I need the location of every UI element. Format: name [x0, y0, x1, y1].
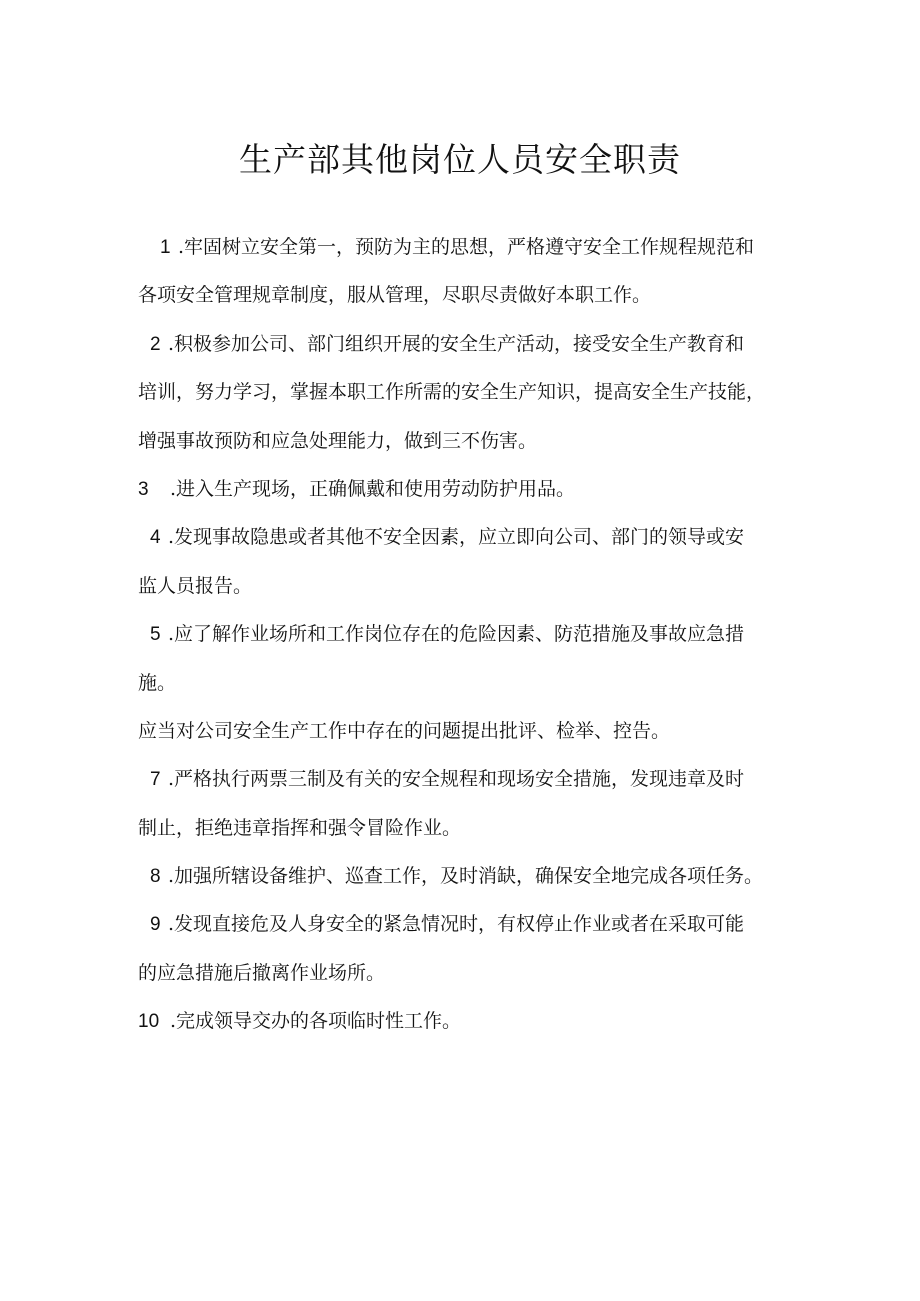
page-title: 生产部其他岗位人员安全职责 — [239, 140, 681, 179]
text-line — [138, 320, 798, 368]
text-line — [138, 755, 798, 803]
text-line — [138, 465, 798, 513]
text-line — [138, 513, 798, 561]
text-line — [138, 659, 798, 707]
text-line — [138, 223, 798, 271]
list-item — [138, 465, 798, 513]
item-text: .发现事故隐患或者其他不安全因素，应立即向公司、部门的领导或安 — [168, 526, 745, 549]
list-item — [138, 223, 798, 320]
item-text: 各项安全管理规章制度，服从管理，尽职尽责做好本职工作。 — [138, 284, 652, 307]
item-text: 制止，拒绝违章指挥和强令冒险作业。 — [138, 816, 462, 839]
item-text: 的应急措施后撤离作业场所。 — [138, 961, 386, 984]
text-line — [138, 562, 798, 610]
document-body — [138, 223, 798, 1046]
item-number: 1 — [160, 237, 171, 258]
text-line — [138, 900, 798, 948]
item-text: .应了解作业场所和工作岗位存在的危险因素、防范措施及事故应急措 — [168, 623, 745, 646]
text-line — [138, 610, 798, 658]
item-text: .牢固树立安全第一，预防为主的思想，严格遵守安全工作规程规范和 — [178, 236, 755, 258]
item-text: 施。 — [138, 671, 177, 694]
item-text: .完成领导交办的各项临时性工作。 — [170, 1010, 462, 1033]
item-number: 3 — [138, 478, 149, 500]
text-line — [138, 368, 798, 416]
item-text: 应当对公司安全生产工作中存在的问题提出批评、检举、控告。 — [138, 719, 671, 742]
text-line — [138, 997, 798, 1045]
text-line — [138, 271, 798, 319]
list-item — [138, 900, 798, 997]
list-item — [138, 610, 798, 707]
list-item — [138, 997, 798, 1045]
text-line — [138, 707, 798, 755]
item-number: 7 — [150, 769, 161, 791]
list-item — [138, 755, 798, 852]
item-text: .加强所辖设备维护、巡查工作，及时消缺，确保安全地完成各项任务。 — [168, 865, 764, 888]
item-number: 5 — [150, 624, 161, 646]
item-text: 培训，努力学习，掌握本职工作所需的安全生产知识，提高安全生产技能， — [138, 381, 766, 404]
item-number: 9 — [150, 914, 161, 936]
item-number: 10 — [138, 1011, 160, 1033]
text-line — [138, 852, 798, 900]
item-text: 增强事故预防和应急处理能力，做到三不伤害。 — [138, 429, 538, 452]
item-number: 2 — [150, 333, 161, 355]
text-line — [138, 417, 798, 465]
text-line — [138, 949, 798, 997]
list-item — [138, 320, 798, 465]
item-text: .积极参加公司、部门组织开展的安全生产活动，接受安全生产教育和 — [168, 332, 745, 355]
list-item — [138, 707, 798, 755]
item-text: .进入生产现场，正确佩戴和使用劳动防护用品。 — [170, 477, 576, 500]
item-text: .严格执行两票三制及有关的安全规程和现场安全措施，发现违章及时 — [168, 768, 745, 791]
item-number: 8 — [150, 866, 161, 888]
item-number: 4 — [150, 527, 161, 549]
text-line — [138, 804, 798, 852]
item-text: .发现直接危及人身安全的紧急情况时，有权停止作业或者在采取可能 — [168, 913, 745, 936]
list-item — [138, 852, 798, 900]
item-text: 监人员报告。 — [138, 574, 253, 597]
list-item — [138, 513, 798, 610]
